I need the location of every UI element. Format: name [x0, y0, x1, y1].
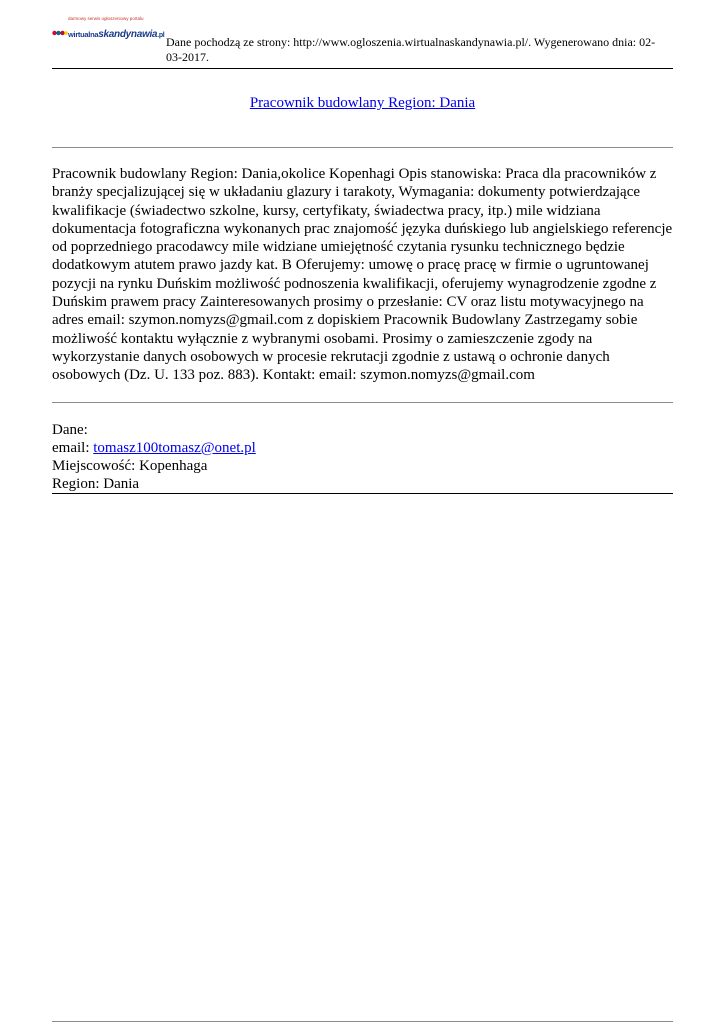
listing-description: Pracownik budowlany Region: Dania,okolice Kopenhagi Opis stanowiska: Praca dla pracowników z branży specjalizującej się w układaniu glazury i tarakoty, Wymagania: dokumenty potwierdzające kwalifikacje (świadectwo szkolne, kursy, certyfikaty, świadectwa pracy, itp.) mile widziana dokumentacja fotograficzna wykonanych prac znajomość języka duńskiego lub angielskiego referencje od poprzedniego pracodawcy mile widziane umiejętność czytania rysunku technicznego będzie dodatkowym atutem prawo jazdy kat. B Oferujemy: umowę o pracę pracę w firmie o ugruntowanej pozycji na rynku Duńskim możliwość podnoszenia kwalifikacji, oferujemy wynagrodzenie zgodne z Duńskim prawem pracy Zainteresowanych prosimy o przesłanie: CV oraz listu motywacyjnego na adres email: szymon.nomyzs@gmail.com z dopiskiem Pracownik Budowlany Zastrzegamy sobie możliwość kontaktu wyłącznie z wybranymi osobami. Prosimy o zamieszczenie zgody na wykorzystanie danych osobowych w procesie rekrutacji zgodnie z ustawą o ochronie danych osobowych (Dz. U. 133 poz. 883). Kontakt: email: szymon.nomyzs@gmail.com [52, 166, 673, 384]
listing-title-link[interactable]: Pracownik budowlany Region: Dania [249, 95, 476, 111]
page-header [52, 14, 673, 69]
title-container [52, 94, 673, 112]
document-page [52, 0, 673, 1024]
region-value: Dania [103, 476, 140, 492]
page-footer-rule [52, 1021, 673, 1022]
city-label: Miejscowość: [52, 458, 140, 474]
logo-tagline: darmowy serwis ogłoszeniowy portalu [68, 16, 144, 21]
divider-middle [52, 402, 673, 403]
divider-top [52, 147, 673, 148]
source-note: Dane pochodzą ze strony: http://www.ogloszenia.wirtualnaskandynawia.pl/. Wygenerowano dnia: 02-03-2017. [166, 35, 656, 64]
nordic-flags-icon [52, 28, 68, 38]
city-value: Kopenhaga [139, 458, 208, 474]
listing-details [52, 421, 673, 493]
details-city-row [52, 457, 673, 475]
site-logo[interactable] [52, 14, 165, 48]
email-link[interactable]: tomasz100tomasz@onet.pl [93, 440, 256, 456]
details-email-row [52, 439, 673, 457]
details-region-row [52, 475, 673, 493]
region-label: Region: [52, 476, 104, 492]
logo-text-part2: skandynawia [98, 29, 158, 40]
logo-wordmark [68, 29, 164, 40]
divider-bottom [52, 493, 673, 494]
logo-text-part3: .pl [157, 32, 165, 39]
email-label: email: [52, 440, 94, 456]
logo-text-part1: wirtualna [68, 30, 99, 39]
details-heading: Dane: [52, 422, 88, 438]
